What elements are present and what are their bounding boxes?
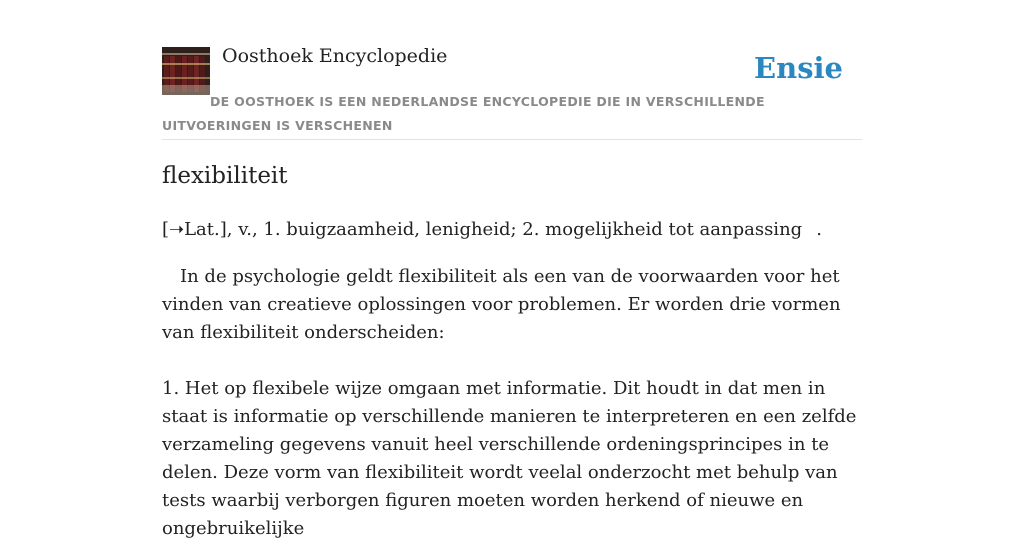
body-paragraph: 1. Het op flexibele wijze omgaan met informatie. Dit houdt in dat men in staat is informatie op verschillende manieren te interpreteren en een zelfde verzameling gegevens vanuit heel verschillende ordeningsprincipes in te delen. Deze vorm van flexibiliteit wordt veelal onderzocht met behulp van tests waarbij verborgen figuren moeten worden herkend of nieuwe en ongebruikelijke [162,378,857,539]
definition-text: [➝Lat.], v., 1. buigzaamheid, lenigheid; 2. mogelijkheid tot aanpassing [162,219,803,240]
header-divider [162,139,862,140]
entry-definition [162,216,822,244]
site-tagline: DE OOSTHOEK IS EEN NEDERLANDSE ENCYCLOPEDIE DIE IN VERSCHILLENDE UITVOERINGEN IS VERSCHENEN [162,94,765,133]
definition-end: . [816,219,822,240]
brand-logo[interactable]: Ensie [754,51,843,85]
encyclopedia-books-icon[interactable] [162,47,210,95]
site-title[interactable]: Oosthoek Encyclopedie [222,45,448,67]
entry-title: flexibiliteit [162,163,288,189]
entry-body [162,263,862,543]
body-paragraph: In de psychologie geldt flexibiliteit als een van de voorwaarden voor het vinden van creatieve oplossingen voor problemen. Er worden drie vormen van flexibiliteit onderscheiden: [162,266,841,343]
